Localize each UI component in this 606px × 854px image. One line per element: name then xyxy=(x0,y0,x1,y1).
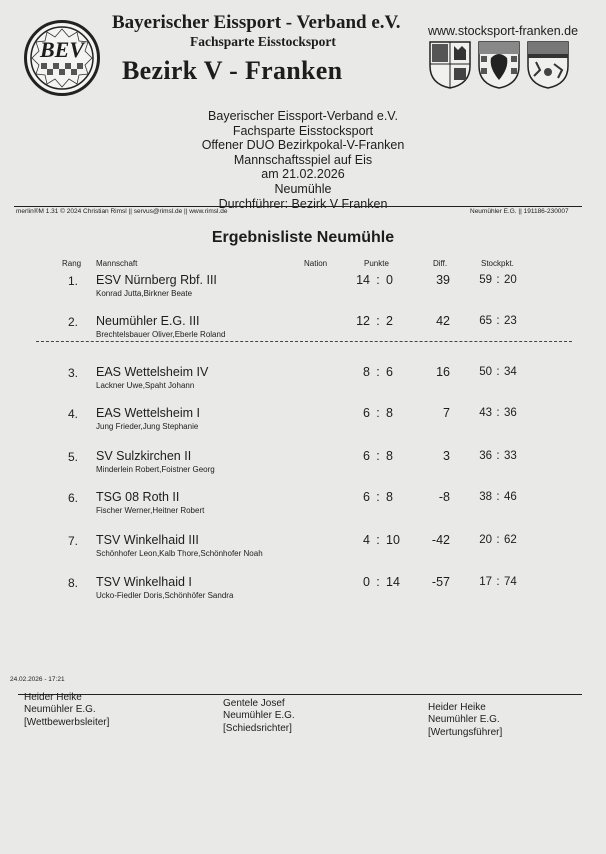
signature-competition-leader xyxy=(24,692,109,729)
coat-of-arms-1 xyxy=(428,40,472,90)
row-stockpoints xyxy=(470,407,526,419)
points-lost: 0 xyxy=(386,273,393,287)
header-points: Punkte xyxy=(364,259,389,268)
row-rank: 1. xyxy=(67,274,78,288)
header-diff: Diff. xyxy=(433,259,448,268)
header-team: Mannschaft xyxy=(96,259,138,268)
stock-for: 20 xyxy=(479,534,492,546)
points-lost: 8 xyxy=(386,490,393,504)
stock-against: 33 xyxy=(504,450,517,462)
software-credit: merlin®M 1.31 © 2024 Christian Rimsl || servus@rimsl.de || www.rimsl.de xyxy=(16,208,228,215)
points-lost: 2 xyxy=(386,314,393,328)
row-diff: 42 xyxy=(436,314,450,328)
signature-name: Heider Heike xyxy=(428,702,486,713)
row-diff: 16 xyxy=(436,365,450,379)
stock-separator: : xyxy=(496,315,500,327)
event-line: Durchführer: Bezirk V Franken xyxy=(218,196,388,211)
points-separator: : xyxy=(376,365,380,379)
row-diff: 7 xyxy=(443,406,450,420)
row-points xyxy=(348,575,408,589)
row-points xyxy=(348,449,408,463)
stock-separator: : xyxy=(496,407,500,419)
row-rank: 2. xyxy=(67,315,78,329)
stock-for: 50 xyxy=(479,366,492,378)
coat-of-arms-3 xyxy=(526,40,570,90)
row-points xyxy=(348,490,408,504)
row-diff: 39 xyxy=(436,273,450,287)
stock-for: 38 xyxy=(479,491,492,503)
row-players: Schönhofer Leon,Kalb Thore,Schönhofer Noah xyxy=(96,549,263,558)
row-points xyxy=(348,533,408,547)
header-nation: Nation xyxy=(304,259,328,268)
stock-separator: : xyxy=(496,274,500,286)
row-rank: 3. xyxy=(67,366,78,380)
header-rank: Rang xyxy=(62,259,82,268)
signature-club: Neumühler E.G. xyxy=(428,714,500,726)
row-players: Jung Frieder,Jung Stephanie xyxy=(96,422,199,431)
points-separator: : xyxy=(376,575,380,589)
website-link[interactable]: www.stocksport-franken.de xyxy=(428,24,579,38)
row-team: TSG 08 Roth II xyxy=(96,490,180,504)
org-district: Bezirk V - Franken xyxy=(122,56,343,85)
row-stockpoints xyxy=(470,576,526,588)
stock-separator: : xyxy=(496,450,500,462)
points-won: 8 xyxy=(363,365,370,379)
points-lost: 8 xyxy=(386,449,393,463)
points-separator: : xyxy=(376,449,380,463)
row-stockpoints xyxy=(470,534,526,546)
row-players: Lackner Uwe,Spaht Johann xyxy=(96,381,195,390)
row-points xyxy=(348,314,408,328)
row-team: TSV Winkelhaid I xyxy=(96,575,192,589)
row-rank: 7. xyxy=(67,534,78,548)
row-diff: -8 xyxy=(438,490,450,504)
row-diff: -57 xyxy=(431,575,450,589)
row-team: ESV Nürnberg Rbf. III xyxy=(96,273,217,287)
row-stockpoints xyxy=(470,491,526,503)
row-team: Neumühler E.G. III xyxy=(96,314,200,328)
stock-against: 34 xyxy=(504,366,517,378)
signature-referee xyxy=(223,698,295,735)
row-points xyxy=(348,365,408,379)
points-lost: 14 xyxy=(386,575,400,589)
row-stockpoints xyxy=(470,274,526,286)
stock-for: 59 xyxy=(479,274,492,286)
row-rank: 8. xyxy=(67,576,78,590)
points-won: 6 xyxy=(363,449,370,463)
points-won: 4 xyxy=(363,533,370,547)
event-line: Neumühle xyxy=(274,181,332,196)
row-team: SV Sulzkirchen II xyxy=(96,449,192,463)
row-rank: 5. xyxy=(67,450,78,464)
row-players: Fischer Werner,Heitner Robert xyxy=(96,506,205,515)
points-lost: 6 xyxy=(386,365,393,379)
print-date: 24.02.2026 - 17:21 xyxy=(10,676,65,683)
event-line: Bayerischer Eissport-Verband e.V. xyxy=(208,109,398,123)
points-separator: : xyxy=(376,273,380,287)
signature-role: [Schiedsrichter] xyxy=(223,722,292,734)
row-rank: 6. xyxy=(67,491,78,505)
row-diff: -42 xyxy=(431,533,450,547)
signature-name: Heider Heike xyxy=(24,692,82,703)
stock-separator: : xyxy=(496,576,500,588)
event-info xyxy=(0,109,606,211)
stock-separator: : xyxy=(496,366,500,378)
org-division: Fachsparte Eisstocksport xyxy=(190,34,336,49)
row-diff: 3 xyxy=(443,449,450,463)
row-players: Ucko-Fiedler Doris,Schönhöfer Sandra xyxy=(96,591,234,600)
points-won: 12 xyxy=(356,314,370,328)
stock-for: 65 xyxy=(479,315,492,327)
stock-separator: : xyxy=(496,491,500,503)
bev-logo xyxy=(24,20,100,96)
row-players: Konrad Jutta,Birkner Beate xyxy=(96,289,193,298)
event-line: Offener DUO Bezirkpokal-V-Franken xyxy=(201,138,405,153)
coat-of-arms-2 xyxy=(477,40,521,90)
results-title: Ergebnisliste Neumühle xyxy=(211,229,395,246)
row-points xyxy=(348,273,408,287)
points-won: 14 xyxy=(356,273,370,287)
points-lost: 10 xyxy=(386,533,400,547)
event-line: am 21.02.2026 xyxy=(261,167,345,182)
signature-role: [Wertungsführer] xyxy=(428,726,503,738)
stock-against: 36 xyxy=(504,407,517,419)
row-rank: 4. xyxy=(67,407,78,421)
row-stockpoints xyxy=(470,315,526,327)
row-players: Brechtelsbauer Oliver,Eberle Roland xyxy=(96,330,226,339)
row-stockpoints xyxy=(470,366,526,378)
header-divider xyxy=(14,206,582,207)
points-won: 0 xyxy=(363,575,370,589)
points-separator: : xyxy=(376,490,380,504)
stock-separator: : xyxy=(496,534,500,546)
points-separator: : xyxy=(376,406,380,420)
row-team: EAS Wettelsheim IV xyxy=(96,365,209,379)
stock-against: 23 xyxy=(504,315,517,327)
stock-against: 62 xyxy=(504,534,517,546)
logo-lettering: BEV xyxy=(39,37,85,62)
points-lost: 8 xyxy=(386,406,393,420)
row-team: EAS Wettelsheim I xyxy=(96,406,200,420)
points-won: 6 xyxy=(363,490,370,504)
row-points xyxy=(348,406,408,420)
event-line: Fachsparte Eisstocksport xyxy=(232,123,374,138)
stock-against: 46 xyxy=(504,491,517,503)
signature-name: Gentele Josef xyxy=(223,698,285,709)
document-code: Neumühler E.G. || 191186-230007 xyxy=(470,208,569,215)
stock-against: 74 xyxy=(504,576,517,588)
row-team: TSV Winkelhaid III xyxy=(96,533,199,547)
header-stock: Stockpkt. xyxy=(481,259,514,268)
stock-for: 43 xyxy=(479,407,492,419)
qualification-divider xyxy=(36,341,572,342)
points-separator: : xyxy=(376,533,380,547)
signature-role: [Wettbewerbsleiter] xyxy=(24,716,110,728)
signature-scorekeeper xyxy=(428,702,502,739)
signature-club: Neumühler E.G. xyxy=(24,704,96,716)
points-separator: : xyxy=(376,314,380,328)
event-line: Mannschaftsspiel auf Eis xyxy=(233,152,373,167)
points-won: 6 xyxy=(363,406,370,420)
row-players: Minderlein Robert,Foistner Georg xyxy=(96,465,215,474)
signature-club: Neumühler E.G. xyxy=(223,710,295,722)
org-name: Bayerischer Eissport - Verband e.V. xyxy=(112,12,401,33)
stock-against: 20 xyxy=(504,274,517,286)
row-stockpoints xyxy=(470,450,526,462)
stock-for: 36 xyxy=(479,450,492,462)
stock-for: 17 xyxy=(479,576,492,588)
